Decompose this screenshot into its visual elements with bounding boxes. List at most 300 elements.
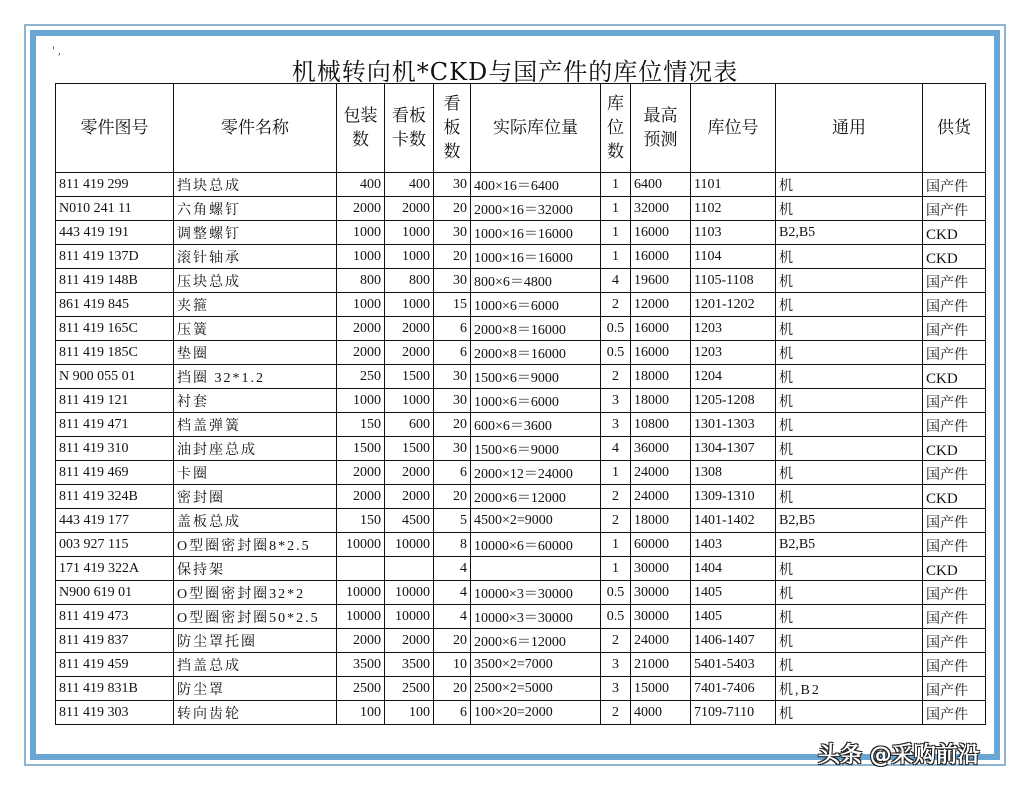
cell-package-qty: 2000 bbox=[337, 317, 385, 341]
cell-part-number: 811 419 148B bbox=[56, 269, 174, 293]
cell-location-count: 0.5 bbox=[601, 341, 631, 365]
cell-kanban-card-qty: 2000 bbox=[385, 629, 434, 653]
table-row bbox=[56, 389, 986, 413]
table-row bbox=[56, 509, 986, 533]
cell-kanban-count: 4 bbox=[434, 581, 471, 605]
cell-kanban-card-qty: 1000 bbox=[385, 293, 434, 317]
column-header-line: 卡数 bbox=[392, 130, 426, 150]
cell-kanban-card-qty: 1000 bbox=[385, 389, 434, 413]
cell-max-forecast: 16000 bbox=[631, 317, 691, 341]
cell-package-qty: 1000 bbox=[337, 221, 385, 245]
table-row bbox=[56, 533, 986, 557]
cell-location-code: 1401-1402 bbox=[691, 509, 776, 533]
cell-package-qty: 10000 bbox=[337, 581, 385, 605]
table-row bbox=[56, 485, 986, 509]
cell-part-number: 811 419 831B bbox=[56, 677, 174, 701]
cell-location-code: 1101 bbox=[691, 173, 776, 197]
cell-kanban-count: 5 bbox=[434, 509, 471, 533]
cell-part-name: 卡圈 bbox=[174, 461, 337, 485]
cell-actual-capacity: 600×6＝3600 bbox=[471, 413, 601, 437]
cell-supply-type: 国产件 bbox=[923, 509, 986, 533]
cell-location-count: 4 bbox=[601, 269, 631, 293]
cell-actual-capacity: 2000×16＝32000 bbox=[471, 197, 601, 221]
cell-common-use: 机 bbox=[776, 629, 923, 653]
cell-supply-type: CKD bbox=[923, 557, 986, 581]
cell-package-qty: 2000 bbox=[337, 461, 385, 485]
cell-max-forecast: 24000 bbox=[631, 485, 691, 509]
column-header-line: 看板 bbox=[392, 106, 426, 126]
cell-part-number: N 900 055 01 bbox=[56, 365, 174, 389]
cell-package-qty: 2000 bbox=[337, 197, 385, 221]
cell-package-qty: 150 bbox=[337, 509, 385, 533]
cell-kanban-count: 20 bbox=[434, 197, 471, 221]
table-row bbox=[56, 461, 986, 485]
cell-part-name: 防尘罩托圈 bbox=[174, 629, 337, 653]
cell-package-qty: 1000 bbox=[337, 389, 385, 413]
column-header-actual-capacity bbox=[471, 84, 601, 173]
cell-kanban-card-qty: 400 bbox=[385, 173, 434, 197]
cell-kanban-count: 20 bbox=[434, 245, 471, 269]
cell-part-number: 811 419 469 bbox=[56, 461, 174, 485]
cell-common-use: B2,B5 bbox=[776, 509, 923, 533]
cell-kanban-count: 6 bbox=[434, 341, 471, 365]
cell-package-qty: 2000 bbox=[337, 485, 385, 509]
cell-actual-capacity: 1000×6＝6000 bbox=[471, 293, 601, 317]
cell-max-forecast: 18000 bbox=[631, 365, 691, 389]
column-header-line: 库位号 bbox=[707, 118, 759, 138]
column-header-kanban-card-qty bbox=[385, 84, 434, 173]
cell-kanban-count: 30 bbox=[434, 221, 471, 245]
cell-common-use: 机 bbox=[776, 437, 923, 461]
cell-supply-type: CKD bbox=[923, 365, 986, 389]
cell-location-count: 0.5 bbox=[601, 605, 631, 629]
cell-location-count: 1 bbox=[601, 197, 631, 221]
cell-location-code: 1103 bbox=[691, 221, 776, 245]
table-row bbox=[56, 581, 986, 605]
cell-max-forecast: 15000 bbox=[631, 677, 691, 701]
table-row bbox=[56, 653, 986, 677]
cell-actual-capacity: 2000×12＝24000 bbox=[471, 461, 601, 485]
cell-common-use: 机 bbox=[776, 173, 923, 197]
cell-actual-capacity: 10000×3＝30000 bbox=[471, 605, 601, 629]
cell-part-name: 压块总成 bbox=[174, 269, 337, 293]
cell-supply-type: 国产件 bbox=[923, 653, 986, 677]
column-header-line: 数 bbox=[352, 130, 369, 150]
cell-part-number: 171 419 322A bbox=[56, 557, 174, 581]
cell-kanban-count: 20 bbox=[434, 677, 471, 701]
cell-actual-capacity: 1000×16＝16000 bbox=[471, 245, 601, 269]
cell-location-code: 1404 bbox=[691, 557, 776, 581]
cell-common-use: 机 bbox=[776, 461, 923, 485]
cell-location-code: 1309-1310 bbox=[691, 485, 776, 509]
cell-location-count: 1 bbox=[601, 533, 631, 557]
cell-part-number: 443 419 177 bbox=[56, 509, 174, 533]
column-header-line: 实际库位量 bbox=[493, 118, 578, 138]
cell-location-code: 1308 bbox=[691, 461, 776, 485]
cell-part-name: O型圈密封圈32*2 bbox=[174, 581, 337, 605]
cell-common-use: 机 bbox=[776, 341, 923, 365]
column-header-part-name bbox=[174, 84, 337, 173]
cell-actual-capacity: 4500×2=9000 bbox=[471, 509, 601, 533]
cell-package-qty: 3500 bbox=[337, 653, 385, 677]
cell-part-name: O型圈密封圈8*2.5 bbox=[174, 533, 337, 557]
table-row bbox=[56, 293, 986, 317]
cell-max-forecast: 18000 bbox=[631, 509, 691, 533]
cell-kanban-count: 6 bbox=[434, 317, 471, 341]
cell-package-qty: 2500 bbox=[337, 677, 385, 701]
column-header-max-forecast bbox=[631, 84, 691, 173]
cell-package-qty: 10000 bbox=[337, 533, 385, 557]
cell-actual-capacity: 2500×2=5000 bbox=[471, 677, 601, 701]
cell-kanban-count: 30 bbox=[434, 437, 471, 461]
cell-supply-type: 国产件 bbox=[923, 629, 986, 653]
cell-package-qty: 100 bbox=[337, 701, 385, 725]
cell-part-number: 003 927 115 bbox=[56, 533, 174, 557]
column-header-line: 供货 bbox=[937, 118, 971, 138]
cell-max-forecast: 60000 bbox=[631, 533, 691, 557]
cell-max-forecast: 21000 bbox=[631, 653, 691, 677]
column-header-line: 通用 bbox=[832, 118, 866, 138]
cell-max-forecast: 16000 bbox=[631, 221, 691, 245]
cell-supply-type: 国产件 bbox=[923, 677, 986, 701]
cell-common-use: 机 bbox=[776, 293, 923, 317]
cell-kanban-card-qty: 2000 bbox=[385, 317, 434, 341]
cell-part-name: 压簧 bbox=[174, 317, 337, 341]
cell-kanban-card-qty: 2000 bbox=[385, 341, 434, 365]
cell-kanban-card-qty: 10000 bbox=[385, 533, 434, 557]
cell-part-number: 443 419 191 bbox=[56, 221, 174, 245]
cell-part-name: 挡块总成 bbox=[174, 173, 337, 197]
cell-common-use: 机 bbox=[776, 701, 923, 725]
cell-max-forecast: 30000 bbox=[631, 557, 691, 581]
cell-package-qty: 800 bbox=[337, 269, 385, 293]
cell-part-number: 811 419 310 bbox=[56, 437, 174, 461]
cell-location-count: 1 bbox=[601, 557, 631, 581]
cell-part-number: N900 619 01 bbox=[56, 581, 174, 605]
cell-actual-capacity: 800×6＝4800 bbox=[471, 269, 601, 293]
cell-part-number: 811 419 165C bbox=[56, 317, 174, 341]
cell-kanban-card-qty: 2000 bbox=[385, 461, 434, 485]
cell-max-forecast: 30000 bbox=[631, 581, 691, 605]
cell-common-use: B2,B5 bbox=[776, 221, 923, 245]
cell-location-code: 1205-1208 bbox=[691, 389, 776, 413]
cell-kanban-card-qty: 3500 bbox=[385, 653, 434, 677]
cell-max-forecast: 18000 bbox=[631, 389, 691, 413]
cell-kanban-count: 4 bbox=[434, 605, 471, 629]
cell-supply-type: 国产件 bbox=[923, 293, 986, 317]
cell-actual-capacity: 1000×16＝16000 bbox=[471, 221, 601, 245]
table-row bbox=[56, 629, 986, 653]
cell-max-forecast: 16000 bbox=[631, 341, 691, 365]
cell-location-count: 3 bbox=[601, 653, 631, 677]
cell-part-name: 密封圈 bbox=[174, 485, 337, 509]
cell-actual-capacity: 2000×6＝12000 bbox=[471, 629, 601, 653]
cell-part-name: O型圈密封圈50*2.5 bbox=[174, 605, 337, 629]
table-row bbox=[56, 269, 986, 293]
cell-common-use: B2,B5 bbox=[776, 533, 923, 557]
cell-supply-type: 国产件 bbox=[923, 533, 986, 557]
cell-location-code: 1203 bbox=[691, 317, 776, 341]
cell-location-count: 3 bbox=[601, 677, 631, 701]
cell-kanban-count: 10 bbox=[434, 653, 471, 677]
cell-part-name: 保持架 bbox=[174, 557, 337, 581]
column-header-common-use bbox=[776, 84, 923, 173]
cell-supply-type: 国产件 bbox=[923, 581, 986, 605]
cell-max-forecast: 6400 bbox=[631, 173, 691, 197]
table-row bbox=[56, 365, 986, 389]
cell-actual-capacity: 10000×6＝60000 bbox=[471, 533, 601, 557]
cell-location-code: 1405 bbox=[691, 581, 776, 605]
cell-location-code: 1403 bbox=[691, 533, 776, 557]
cell-part-number: N010 241 11 bbox=[56, 197, 174, 221]
cell-location-count: 2 bbox=[601, 629, 631, 653]
cell-location-code: 1301-1303 bbox=[691, 413, 776, 437]
cell-package-qty: 1000 bbox=[337, 245, 385, 269]
cell-max-forecast: 4000 bbox=[631, 701, 691, 725]
cell-part-number: 811 419 459 bbox=[56, 653, 174, 677]
cell-package-qty bbox=[337, 557, 385, 581]
column-header-location-code bbox=[691, 84, 776, 173]
cell-supply-type: CKD bbox=[923, 437, 986, 461]
cell-actual-capacity: 3500×2=7000 bbox=[471, 653, 601, 677]
watermark-text: 头条 @采购前沿 bbox=[818, 743, 980, 768]
column-header-line: 库 bbox=[607, 94, 624, 114]
cell-kanban-card-qty: 600 bbox=[385, 413, 434, 437]
cell-actual-capacity: 2000×6＝12000 bbox=[471, 485, 601, 509]
column-header-location-count bbox=[601, 84, 631, 173]
cell-common-use: 机 bbox=[776, 269, 923, 293]
cell-location-code: 7109-7110 bbox=[691, 701, 776, 725]
cell-actual-capacity: 100×20=2000 bbox=[471, 701, 601, 725]
cell-kanban-card-qty: 1500 bbox=[385, 437, 434, 461]
cell-actual-capacity: 1500×6＝9000 bbox=[471, 437, 601, 461]
cell-max-forecast: 32000 bbox=[631, 197, 691, 221]
cell-common-use: 机 bbox=[776, 197, 923, 221]
cell-part-number: 811 419 837 bbox=[56, 629, 174, 653]
cell-location-code: 1304-1307 bbox=[691, 437, 776, 461]
cell-location-count: 0.5 bbox=[601, 581, 631, 605]
table-row bbox=[56, 173, 986, 197]
table-row bbox=[56, 557, 986, 581]
cell-max-forecast: 24000 bbox=[631, 461, 691, 485]
table-row bbox=[56, 245, 986, 269]
cell-supply-type: 国产件 bbox=[923, 605, 986, 629]
column-header-line: 位 bbox=[607, 118, 624, 138]
cell-kanban-count: 6 bbox=[434, 461, 471, 485]
cell-location-count: 3 bbox=[601, 389, 631, 413]
cell-part-number: 811 419 299 bbox=[56, 173, 174, 197]
cell-part-name: 六角螺钉 bbox=[174, 197, 337, 221]
cell-package-qty: 1000 bbox=[337, 293, 385, 317]
column-header-line: 零件名称 bbox=[221, 118, 289, 138]
cell-kanban-count: 20 bbox=[434, 413, 471, 437]
cell-actual-capacity: 10000×3＝30000 bbox=[471, 581, 601, 605]
cell-location-code: 1406-1407 bbox=[691, 629, 776, 653]
table-body bbox=[56, 173, 986, 725]
column-header-supply-type bbox=[923, 84, 986, 173]
cell-kanban-count: 6 bbox=[434, 701, 471, 725]
cell-kanban-card-qty: 800 bbox=[385, 269, 434, 293]
cell-location-code: 1405 bbox=[691, 605, 776, 629]
cell-actual-capacity bbox=[471, 557, 601, 581]
table-header-row bbox=[56, 84, 986, 173]
cell-part-number: 811 419 185C bbox=[56, 341, 174, 365]
cell-max-forecast: 36000 bbox=[631, 437, 691, 461]
cell-part-name: 油封座总成 bbox=[174, 437, 337, 461]
cell-location-count: 2 bbox=[601, 701, 631, 725]
cell-kanban-card-qty: 1000 bbox=[385, 245, 434, 269]
cell-location-count: 2 bbox=[601, 509, 631, 533]
cell-part-name: 档盖弹簧 bbox=[174, 413, 337, 437]
cell-location-code: 7401-7406 bbox=[691, 677, 776, 701]
cell-max-forecast: 19600 bbox=[631, 269, 691, 293]
cell-kanban-card-qty: 2000 bbox=[385, 197, 434, 221]
cell-common-use: 机 bbox=[776, 557, 923, 581]
cell-part-name: 挡盖总成 bbox=[174, 653, 337, 677]
cell-actual-capacity: 2000×8＝16000 bbox=[471, 341, 601, 365]
cell-part-number: 811 419 121 bbox=[56, 389, 174, 413]
cell-part-number: 811 419 137D bbox=[56, 245, 174, 269]
cell-common-use: 机 bbox=[776, 653, 923, 677]
column-header-line: 最高 bbox=[643, 106, 678, 126]
cell-common-use: 机 bbox=[776, 413, 923, 437]
table-row bbox=[56, 701, 986, 725]
cell-kanban-card-qty: 10000 bbox=[385, 605, 434, 629]
cell-location-code: 5401-5403 bbox=[691, 653, 776, 677]
cell-location-code: 1203 bbox=[691, 341, 776, 365]
column-header-line: 看 bbox=[443, 94, 461, 114]
column-header-kanban-count bbox=[434, 84, 471, 173]
cell-location-code: 1201-1202 bbox=[691, 293, 776, 317]
cell-kanban-card-qty: 1000 bbox=[385, 221, 434, 245]
column-header-line: 预测 bbox=[643, 130, 678, 150]
cell-location-count: 1 bbox=[601, 461, 631, 485]
cell-kanban-card-qty: 10000 bbox=[385, 581, 434, 605]
cell-max-forecast: 16000 bbox=[631, 245, 691, 269]
cell-actual-capacity: 1500×6＝9000 bbox=[471, 365, 601, 389]
cell-part-number: 811 419 473 bbox=[56, 605, 174, 629]
cell-common-use: 机 bbox=[776, 317, 923, 341]
cell-kanban-count: 30 bbox=[434, 389, 471, 413]
cell-kanban-card-qty: 1500 bbox=[385, 365, 434, 389]
cell-kanban-card-qty: 2500 bbox=[385, 677, 434, 701]
cell-kanban-card-qty bbox=[385, 557, 434, 581]
column-header-package-qty bbox=[337, 84, 385, 173]
cell-common-use: 机 bbox=[776, 245, 923, 269]
cell-part-name: 盖板总成 bbox=[174, 509, 337, 533]
cell-common-use: 机 bbox=[776, 605, 923, 629]
table-row bbox=[56, 341, 986, 365]
cell-location-code: 1204 bbox=[691, 365, 776, 389]
cell-package-qty: 250 bbox=[337, 365, 385, 389]
cell-kanban-count: 30 bbox=[434, 173, 471, 197]
cell-location-code: 1102 bbox=[691, 197, 776, 221]
document-title: 机械转向机*CKD与国产件的库位情况表 bbox=[291, 58, 739, 86]
cell-kanban-card-qty: 2000 bbox=[385, 485, 434, 509]
table-row bbox=[56, 677, 986, 701]
cell-kanban-count: 4 bbox=[434, 557, 471, 581]
cell-package-qty: 2000 bbox=[337, 629, 385, 653]
cell-supply-type: 国产件 bbox=[923, 269, 986, 293]
cell-actual-capacity: 1000×6＝6000 bbox=[471, 389, 601, 413]
cell-location-count: 4 bbox=[601, 437, 631, 461]
cell-common-use: 机 bbox=[776, 365, 923, 389]
cell-common-use: 机 bbox=[776, 485, 923, 509]
cell-package-qty: 400 bbox=[337, 173, 385, 197]
inventory-location-table bbox=[55, 83, 986, 725]
cell-part-name: 滚针轴承 bbox=[174, 245, 337, 269]
scan-specks: ' , bbox=[52, 46, 62, 57]
column-header-line: 数 bbox=[607, 142, 624, 162]
cell-package-qty: 10000 bbox=[337, 605, 385, 629]
cell-location-count: 1 bbox=[601, 173, 631, 197]
column-header-line: 零件图号 bbox=[80, 118, 149, 138]
cell-location-count: 2 bbox=[601, 293, 631, 317]
cell-supply-type: 国产件 bbox=[923, 341, 986, 365]
cell-kanban-card-qty: 4500 bbox=[385, 509, 434, 533]
column-header-line: 板 bbox=[443, 118, 461, 138]
cell-location-code: 1105-1108 bbox=[691, 269, 776, 293]
cell-part-number: 811 419 471 bbox=[56, 413, 174, 437]
cell-location-count: 3 bbox=[601, 413, 631, 437]
cell-kanban-count: 30 bbox=[434, 269, 471, 293]
column-header-part-number bbox=[56, 84, 174, 173]
cell-part-number: 811 419 324B bbox=[56, 485, 174, 509]
table-row bbox=[56, 317, 986, 341]
cell-supply-type: 国产件 bbox=[923, 317, 986, 341]
table-row bbox=[56, 413, 986, 437]
table-row bbox=[56, 197, 986, 221]
cell-supply-type: 国产件 bbox=[923, 173, 986, 197]
cell-kanban-count: 20 bbox=[434, 629, 471, 653]
cell-kanban-count: 30 bbox=[434, 365, 471, 389]
cell-supply-type: CKD bbox=[923, 221, 986, 245]
cell-location-count: 0.5 bbox=[601, 317, 631, 341]
cell-location-count: 2 bbox=[601, 365, 631, 389]
cell-kanban-count: 20 bbox=[434, 485, 471, 509]
cell-max-forecast: 10800 bbox=[631, 413, 691, 437]
table-row bbox=[56, 605, 986, 629]
cell-package-qty: 1500 bbox=[337, 437, 385, 461]
cell-actual-capacity: 400×16＝6400 bbox=[471, 173, 601, 197]
cell-package-qty: 2000 bbox=[337, 341, 385, 365]
cell-actual-capacity: 2000×8＝16000 bbox=[471, 317, 601, 341]
cell-common-use: 机 bbox=[776, 581, 923, 605]
cell-location-code: 1104 bbox=[691, 245, 776, 269]
cell-location-count: 1 bbox=[601, 221, 631, 245]
table-row bbox=[56, 437, 986, 461]
cell-part-name: 防尘罩 bbox=[174, 677, 337, 701]
cell-supply-type: 国产件 bbox=[923, 701, 986, 725]
cell-kanban-count: 8 bbox=[434, 533, 471, 557]
cell-kanban-count: 15 bbox=[434, 293, 471, 317]
cell-part-name: 调整螺钉 bbox=[174, 221, 337, 245]
cell-max-forecast: 12000 bbox=[631, 293, 691, 317]
cell-part-number: 861 419 845 bbox=[56, 293, 174, 317]
cell-part-number: 811 419 303 bbox=[56, 701, 174, 725]
cell-supply-type: CKD bbox=[923, 485, 986, 509]
cell-part-name: 转向齿轮 bbox=[174, 701, 337, 725]
table-row bbox=[56, 221, 986, 245]
cell-package-qty: 150 bbox=[337, 413, 385, 437]
column-header-line: 数 bbox=[443, 142, 461, 162]
column-header-line: 包装 bbox=[343, 106, 378, 126]
cell-max-forecast: 24000 bbox=[631, 629, 691, 653]
cell-max-forecast: 30000 bbox=[631, 605, 691, 629]
cell-kanban-card-qty: 100 bbox=[385, 701, 434, 725]
cell-part-name: 衬套 bbox=[174, 389, 337, 413]
cell-supply-type: 国产件 bbox=[923, 197, 986, 221]
